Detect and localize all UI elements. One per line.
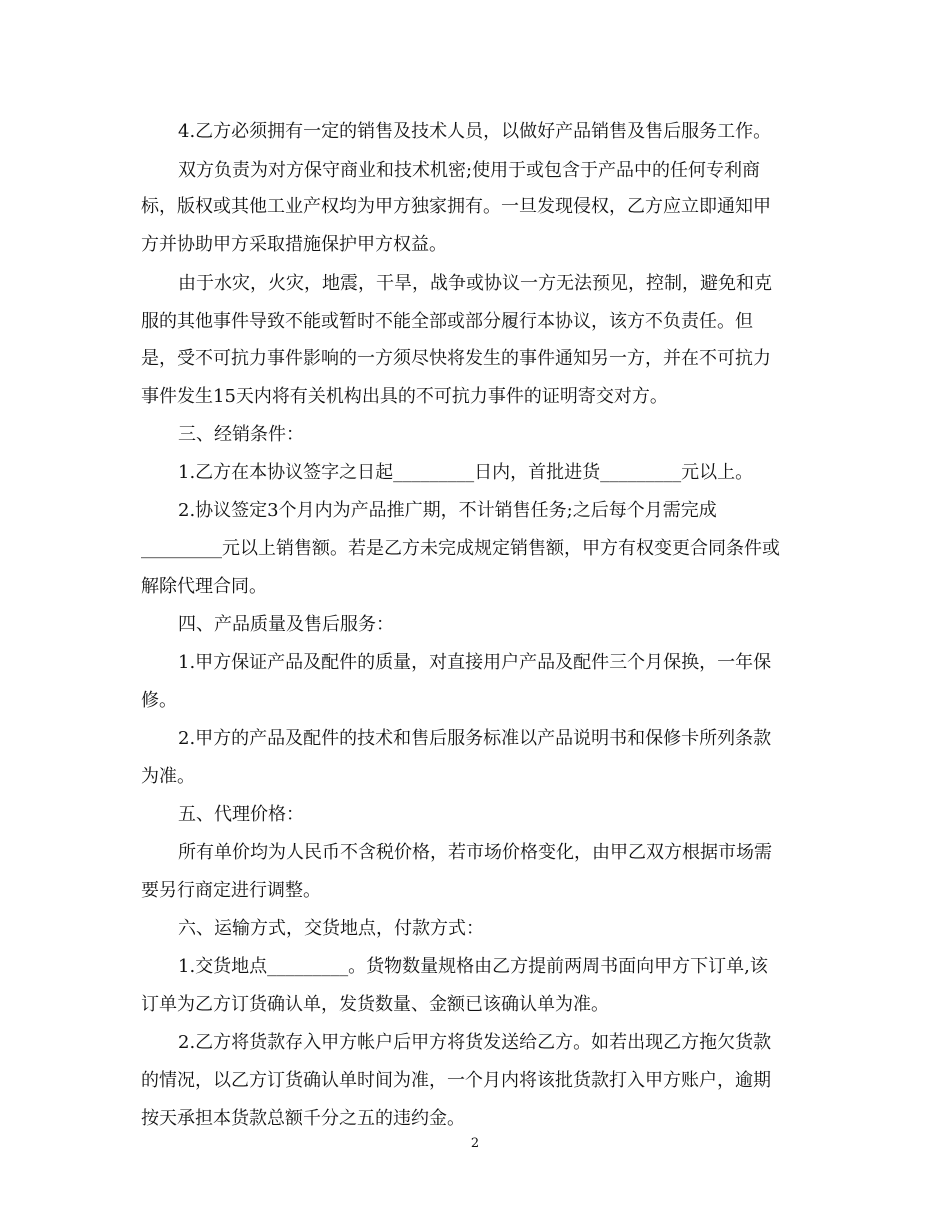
clause-line: 的情况，以乙方订货确认单时间为准，一个月内将该批货款打入甲方账户，逾期 (141, 1070, 771, 1091)
clause-line: 为准。 (141, 766, 195, 787)
clause-line: 订单为乙方订货确认单，发货数量、金额已该确认单为准。 (141, 994, 609, 1015)
section-heading: 四、产品质量及售后服务： (178, 614, 394, 635)
clause-line: _________元以上销售额。若是乙方未完成规定销售额，甲方有权变更合同条件或 (141, 538, 780, 559)
clause-line: 2.协议签定3个月内为产品推广期，不计销售任务;之后每个月需完成 (178, 500, 717, 521)
clause-line: 2.甲方的产品及配件的技术和售后服务标准以产品说明书和保修卡所列条款 (178, 728, 772, 749)
clause-line: 标，版权或其他工业产权均为甲方独家拥有。一旦发现侵权，乙方应立即通知甲 (141, 196, 771, 217)
section-heading: 六、运输方式，交货地点，付款方式： (178, 918, 484, 939)
clause-line: 修。 (141, 690, 177, 711)
clause-line: 要另行商定进行调整。 (141, 880, 321, 901)
clause-line: 1.甲方保证产品及配件的质量，对直接用户产品及配件三个月保换，一年保 (178, 652, 772, 673)
clause-line: 1.乙方在本协议签字之日起_________日内，首批进货_________元以上。 (178, 462, 754, 483)
clause-line: 2.乙方将货款存入甲方帐户后甲方将货发送给乙方。如若出现乙方拖欠货款 (178, 1032, 772, 1053)
clause-line: 事件发生15天内将有关机构出具的不可抗力事件的证明寄交对方。 (141, 386, 668, 407)
clause-line: 双方负责为对方保守商业和技术机密;使用于或包含于产品中的任何专利商 (178, 160, 761, 181)
clause-line: 1.交货地点_________。货物数量规格由乙方提前两周书面向甲方下订单,该 (178, 956, 768, 977)
clause-line: 服的其他事件导致不能或暂时不能全部或部分履行本协议，该方不负责任。但 (141, 311, 753, 332)
clause-line: 方并协助甲方采取措施保护甲方权益。 (141, 234, 447, 255)
section-heading: 五、代理价格： (178, 804, 304, 825)
clause-line: 所有单价均为人民币不含税价格，若市场价格变化，由甲乙双方根据市场需 (178, 842, 772, 863)
clause-line: 按天承担本货款总额千分之五的违约金。 (141, 1108, 465, 1129)
clause-line: 4.乙方必须拥有一定的销售及技术人员，以做好产品销售及售后服务工作。 (178, 121, 772, 142)
clause-line: 由于水灾，火灾，地震，干旱，战争或协议一方无法预见，控制，避免和克 (178, 273, 772, 294)
clause-line: 是，受不可抗力事件影响的一方须尽快将发生的事件通知另一方，并在不可抗力 (141, 348, 771, 369)
section-heading: 三、经销条件： (178, 424, 304, 445)
clause-line: 解除代理合同。 (141, 576, 267, 597)
page-number: 2 (470, 1136, 480, 1151)
